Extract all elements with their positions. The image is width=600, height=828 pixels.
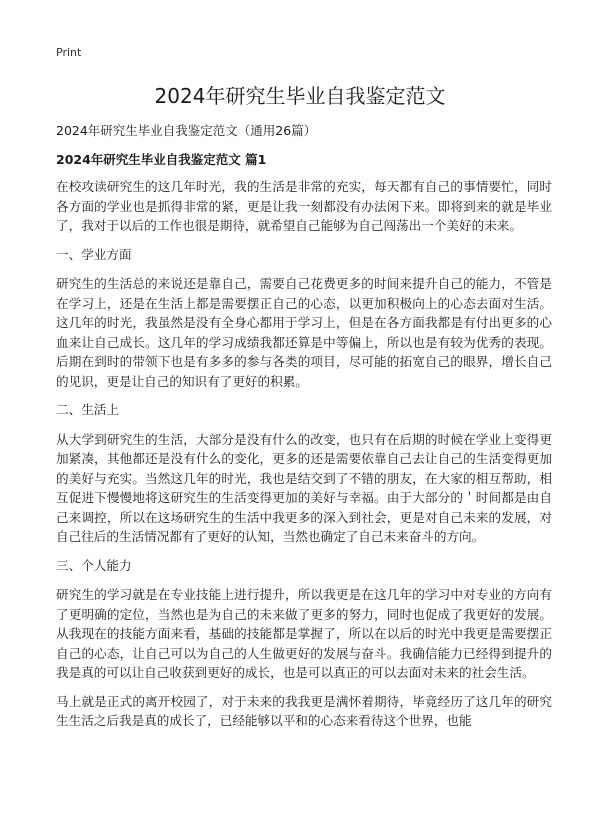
page-title: 2024年研究生毕业自我鉴定范文 [154, 84, 446, 108]
section-title: 2024年研究生毕业自我鉴定范文 篇1 [56, 152, 267, 167]
paragraph-intro: 在校攻读研究生的这几年时光，我的生活是非常的充实，每天都有自己的事情要忙，同时各方面的学业也是抓得非常的紧，更是让我一刻都没有办法闲下来。即将到来的就是毕业了，我对于以后的工作也很是期待，就希望自己能够为自己闯荡出一个美好的未来。 [56, 179, 552, 233]
paragraph-ability: 研究生的学习就是在专业技能上进行提升，所以我更是在这几年的学习中对专业的方向有了更明确的定位，当然也是为自己的未来做了更多的努力，同时也促成了我更好的发展。从我现在的技能方面来看，基础的技能都是掌握了，所以在以后的时光中我更是需要摆正自己的心态，让自己可以为自己的人生做更好的发展与奋斗。我确信能力已经得到提升的我是真的可以让自己收获到更好的成长，也是可以真正的可以去面对未来的社会生活。 [56, 587, 552, 680]
paragraph-life: 从大学到研究生的生活，大部分是没有什么的改变，也只有在后期的时候在学业上变得更加紧凑，其他都还是没有什么的变化，更多的还是需要依靠自己去让自己的生活变得更加的美好与充实。当然这几年的时光，我也是结交到了不错的朋友，在大家的相互帮助，相互促进下慢慢地将这研究生的生活变得更加的美好与幸福。由于大部分的＇时间都是由自己来调控，所以在这场研究生的生活中我更多的深入到社会，更是对自己未来的发展，对自己往后的生活情况都有了更好的认知，当然也确定了自己未来奋斗的方向。 [56, 431, 552, 544]
article-body [56, 177, 552, 740]
document-subtitle: 2024年研究生毕业自我鉴定范文（通用26篇） [56, 123, 317, 138]
print-link[interactable]: Print [56, 46, 82, 59]
heading-ability: 三、个人能力 [56, 557, 132, 573]
paragraph-closing: 马上就是正式的离开校园了，对于未来的我我更是满怀着期待，毕竟经历了这几年的研究生生活之后我是真的成长了，已经能够以平和的心态来看待这个世界，也能 [56, 693, 552, 728]
heading-academics: 一、学业方面 [56, 246, 132, 262]
paragraph-academics: 研究生的生活总的来说还是靠自己，需要自己花费更多的时间来提升自己的能力，不管是在学习上，还是在生活上都是需要摆正自己的心态，以更加积极向上的心态去面对生活。这几年的时光，我虽然是没有全身心都用于学习上，但是在各方面我都是有付出更多的心血来让自己成长。这几年的学习成绩我都还算是中等偏上，所以也是有较为优秀的表现。后期在到时的带领下也是有多多的参与各类的项目，尽可能的拓宽自己的眼界，增长自己的见识，更是让自己的知识有了更好的积累。 [56, 276, 552, 389]
heading-life: 二、生活上 [56, 402, 119, 417]
